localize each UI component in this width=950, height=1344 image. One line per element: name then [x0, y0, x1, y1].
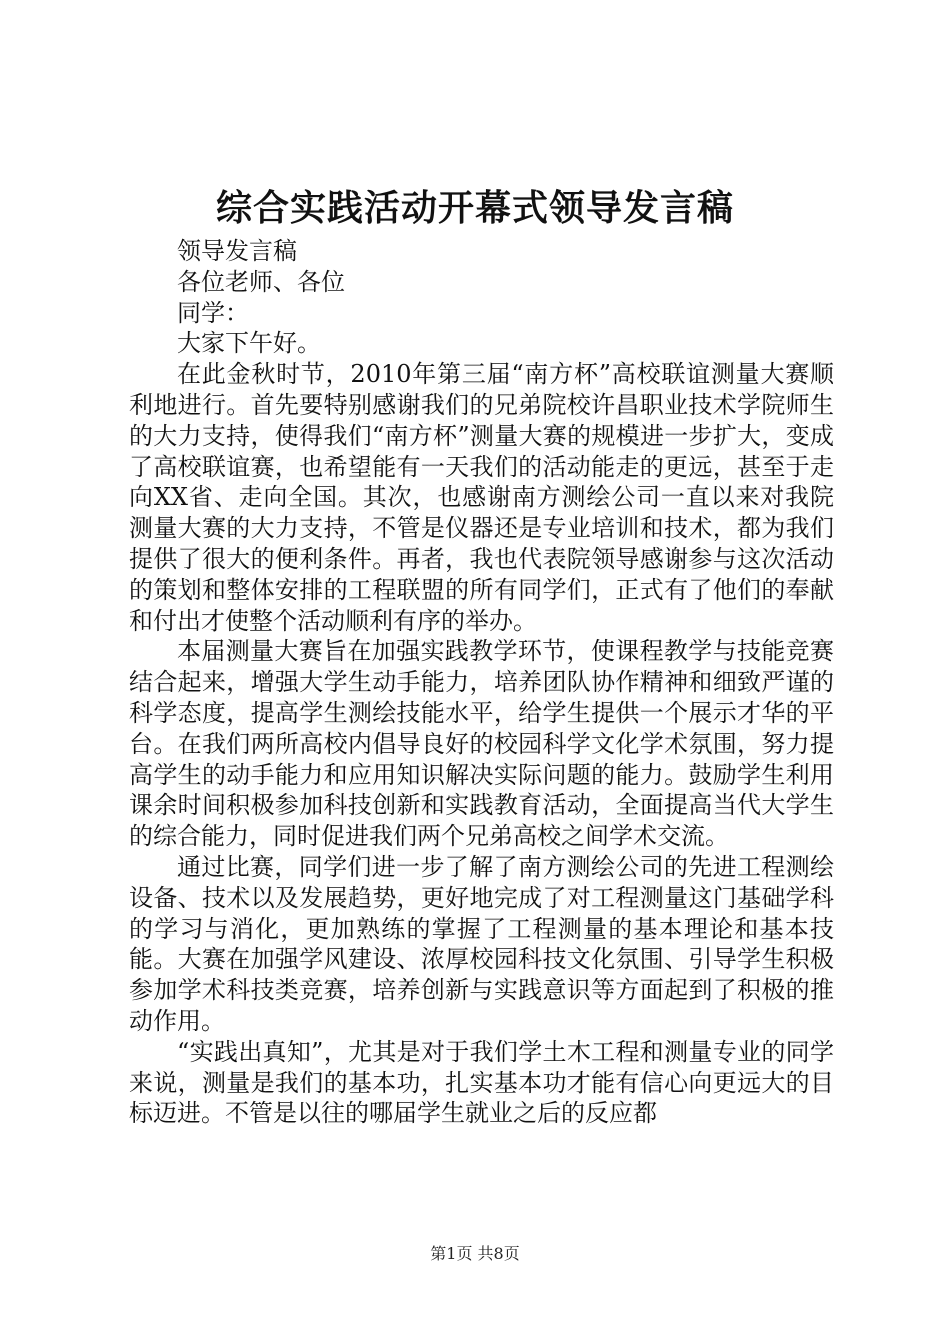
- salutation-line: 同学：: [177, 298, 249, 327]
- document-title: 综合实践活动开幕式领导发言稿: [215, 187, 734, 229]
- body-paragraph: 本届测量大赛旨在加强实践教学环节，使课程教学与技能竞赛结合起来，增强大学生动手能力，培养团队协作精神和细致严谨的科学态度，提高学生测绘技能水平，给学生提供一个展示才华的平台。在我们两所高校内倡导良好的校园科学文化学术氛围，努力提高学生的动手能力和应用知识解决实际问题的能力。鼓励学生利用课余时间积极参加科技创新和实践教育活动，全面提高当代大学生的综合能力，同时促进我们两个兄弟高校之间学术交流。: [129, 637, 834, 851]
- greeting-line: 大家下午好。: [177, 329, 321, 358]
- body-paragraph: “实践出真知”，尤其是对于我们学土木工程和测量专业的同学来说，测量是我们的基本功，扎实基本功才能有信心向更远大的目标迈进。不管是以往的哪届学生就业之后的反应都: [129, 1037, 834, 1128]
- page-number-footer: 第1页 共8页: [430, 1244, 520, 1263]
- document-body: [129, 236, 834, 1129]
- salutation-line: 领导发言稿: [177, 237, 297, 265]
- salutation-line: 各位老师、各位: [177, 267, 345, 296]
- body-paragraph: 在此金秋时节，2010年第三届“南方杯”高校联谊测量大赛顺利地进行。首先要特别感谢我们的兄弟院校许昌职业技术学院师生的大力支持，使得我们“南方杯”测量大赛的规模进一步扩大，变成了高校联谊赛，也希望能有一天我们的活动能走的更远，甚至于走向XX省、走向全国。其次，也感谢南方测绘公司一直以来对我院测量大赛的大力支持，不管是仪器还是专业培训和技术，都为我们提供了很大的便利条件。再者，我也代表院领导感谢参与这次活动的策划和整体安排的工程联盟的所有同学们，正式有了他们的奉献和付出才使整个活动顺利有序的举办。: [129, 360, 834, 635]
- body-paragraph: 通过比赛，同学们进一步了解了南方测绘公司的先进工程测绘设备、技术以及发展趋势，更好地完成了对工程测量这门基础学科的学习与消化，更加熟练的掌握了工程测量的基本理论和基本技能。大赛在加强学风建设、浓厚校园科技文化氛围、引导学生积极参加学术科技类竞赛，培养创新与实践意识等方面起到了积极的推动作用。: [129, 852, 834, 1035]
